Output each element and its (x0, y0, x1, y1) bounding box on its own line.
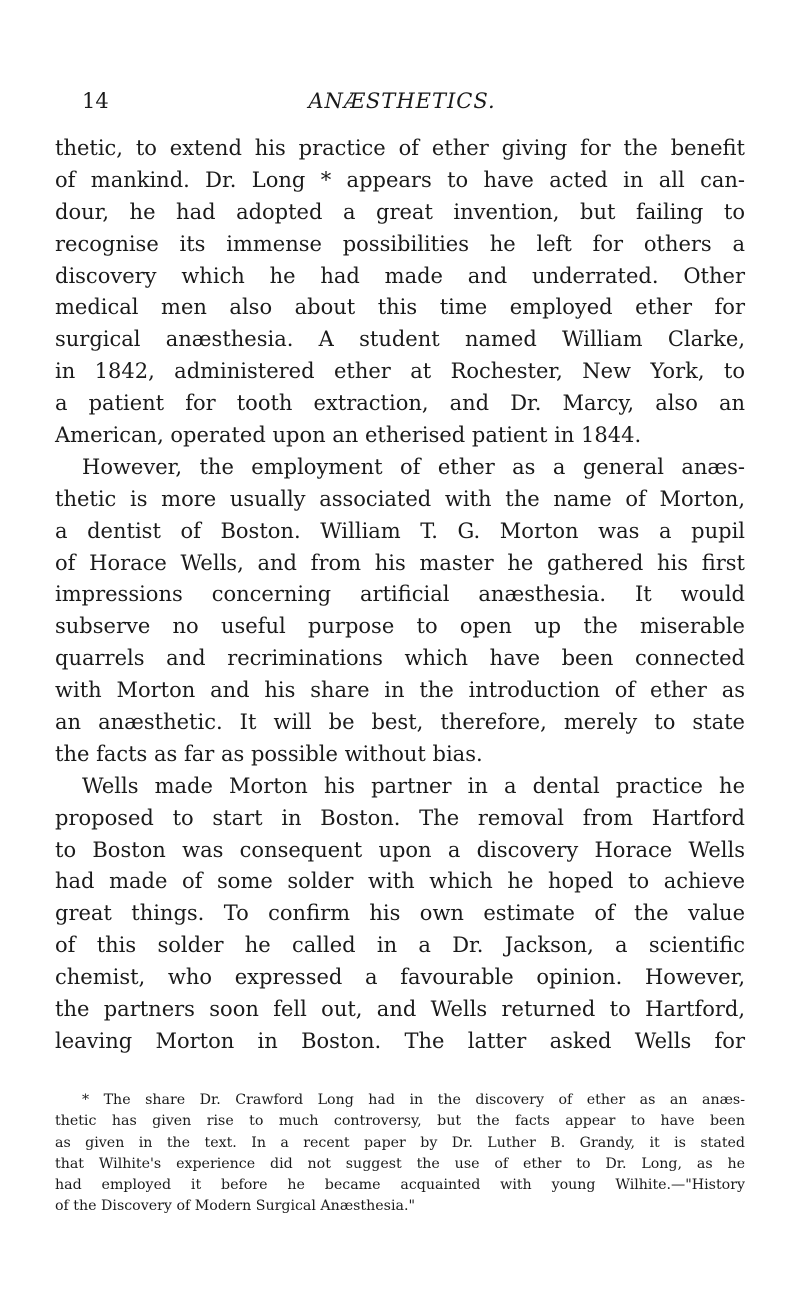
footnote-line: * The share Dr. Crawford Long had in the discovery of ether as an anæs- (82, 1092, 745, 1108)
text-line: in 1842, administered ether at Rochester, New York, to (55, 359, 745, 384)
text-line: of this solder he called in a Dr. Jackson, a scientific (55, 933, 745, 958)
page-number: 14 (82, 89, 109, 113)
running-head: ANÆSTHETICS. (308, 89, 496, 113)
text-line: the facts as far as possible without bias. (55, 741, 483, 766)
text-line: a dentist of Boston. William T. G. Morton was a pupil (55, 518, 745, 543)
text-line: dour, he had adopted a great invention, but failing to (55, 199, 745, 224)
text-line: subserve no useful purpose to open up the miserable (55, 614, 745, 639)
text-line: However, the employment of ether as a general anæs- (82, 454, 745, 479)
body-text (55, 133, 745, 1058)
text-line: of mankind. Dr. Long * appears to have acted in all can- (55, 167, 745, 192)
text-line: had made of some solder with which he hoped to achieve (55, 869, 745, 894)
text-line: thetic is more usually associated with the name of Morton, (55, 486, 745, 511)
text-line: an anæsthetic. It will be best, therefore, merely to state (55, 710, 745, 735)
text-line: quarrels and recriminations which have been connected (55, 646, 745, 671)
text-line: American, operated upon an etherised patient in 1844. (55, 423, 642, 448)
footnote-line: thetic has given rise to much controversy, but the facts appear to have been (55, 1113, 745, 1130)
text-line: leaving Morton in Boston. The latter asked Wells for (55, 1028, 745, 1053)
text-line: great things. To confirm his own estimate of the value (55, 901, 745, 926)
text-line: thetic, to extend his practice of ether giving for the benefit (55, 136, 745, 160)
text-line: proposed to start in Boston. The removal from Hartford (55, 805, 745, 830)
text-line: chemist, who expressed a favourable opinion. However, (55, 965, 745, 990)
page-header (82, 86, 722, 116)
footnote (55, 1090, 745, 1218)
footnote-line: of the Discovery of Modern Surgical Anæsthesia." (55, 1198, 415, 1215)
footnote-line: had employed it before he became acquainted with young Wilhite.—"History (55, 1177, 745, 1194)
text-line: a patient for tooth extraction, and Dr. Marcy, also an (55, 391, 745, 416)
text-line: with Morton and his share in the introduction of ether as (55, 678, 745, 703)
text-line: Wells made Morton his partner in a dental practice he (82, 773, 745, 798)
text-line: discovery which he had made and underrated. Other (55, 263, 745, 288)
footnote-line: that Wilhite's experience did not suggest the use of ether to Dr. Long, as he (55, 1155, 745, 1172)
footnote-line: as given in the text. In a recent paper by Dr. Luther B. Grandy, it is stated (55, 1134, 745, 1151)
text-line: of Horace Wells, and from his master he gathered his first (55, 550, 745, 575)
text-line: the partners soon fell out, and Wells returned to Hartford, (55, 997, 745, 1022)
text-line: medical men also about this time employed ether for (55, 295, 745, 320)
text-line: impressions concerning artificial anæsthesia. It would (55, 582, 745, 607)
text-line: recognise its immense possibilities he left for others a (55, 231, 745, 256)
text-line: to Boston was consequent upon a discovery Horace Wells (55, 837, 745, 862)
text-line: surgical anæsthesia. A student named William Clarke, (55, 327, 745, 352)
